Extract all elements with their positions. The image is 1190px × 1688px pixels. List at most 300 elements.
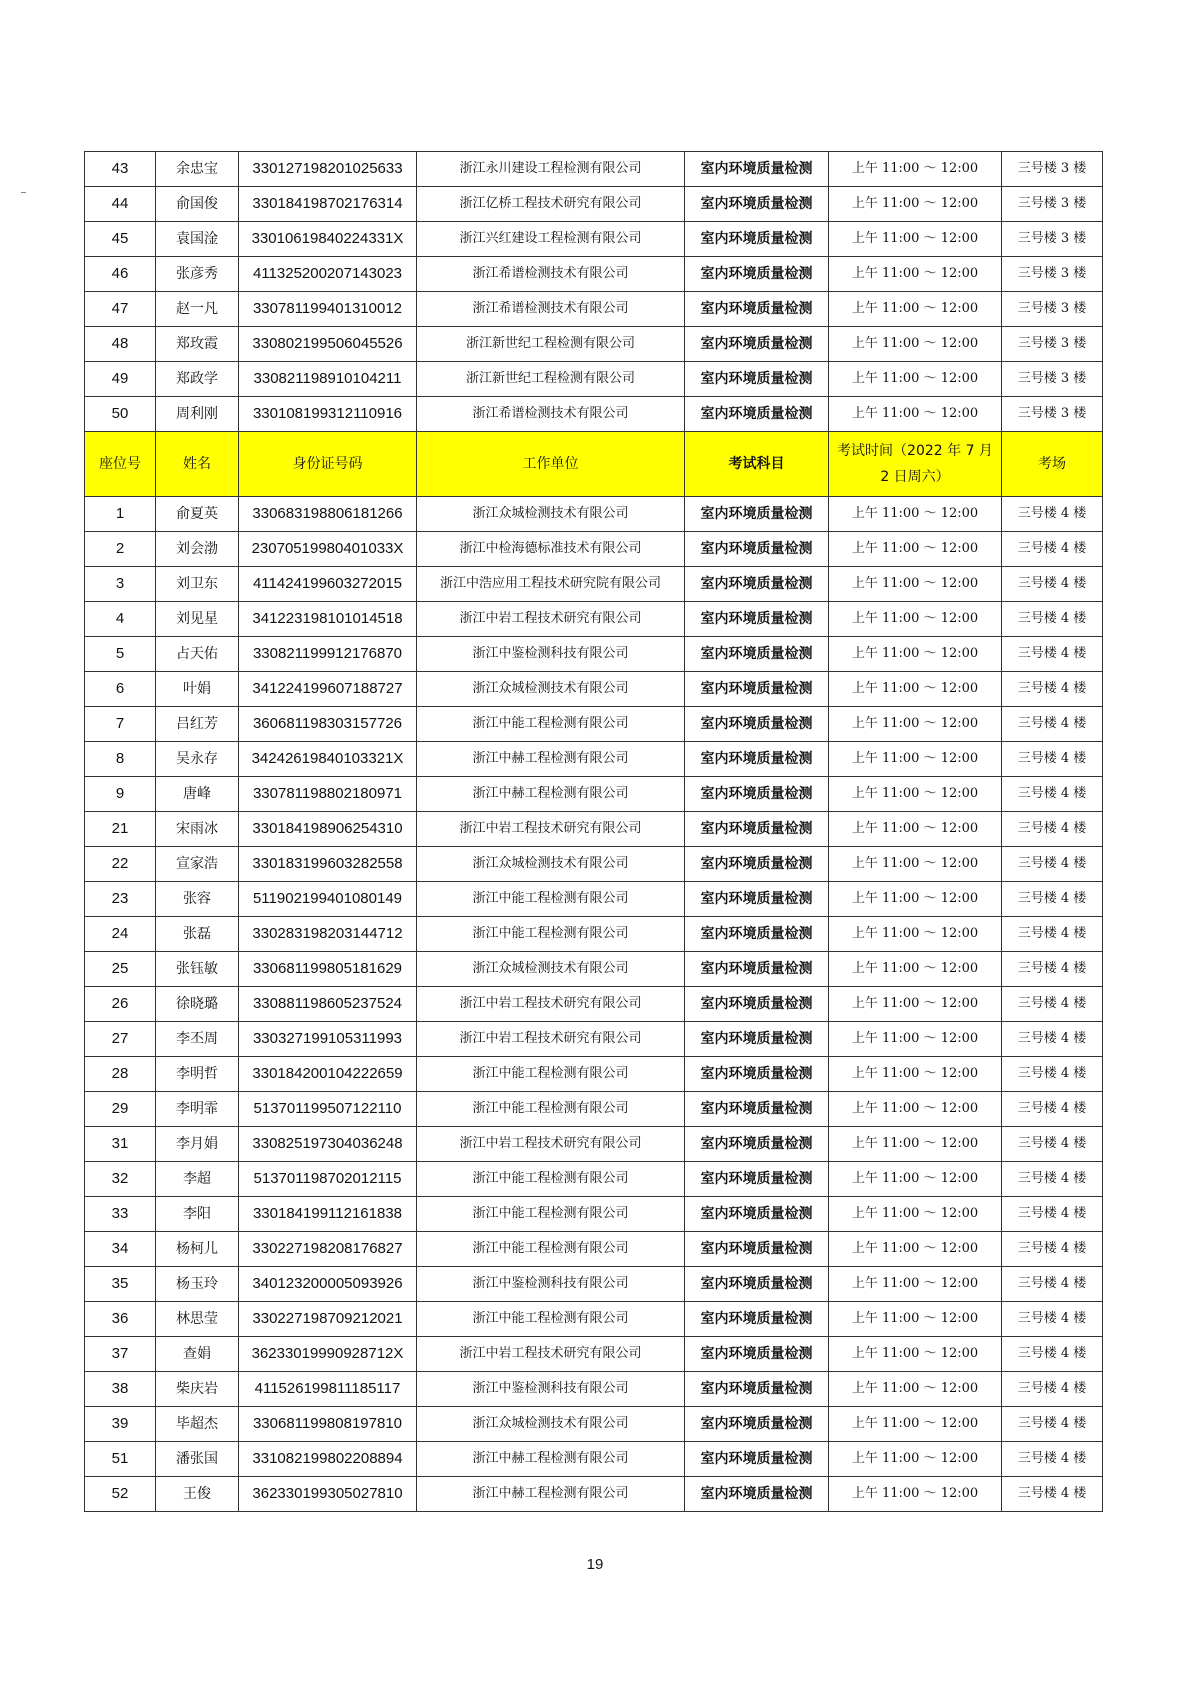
cell-name: 柴庆岩 — [156, 1372, 239, 1407]
cell-seat: 23 — [85, 882, 156, 917]
cell-subject: 室内环境质量检测 — [685, 1232, 829, 1267]
cell-unit: 浙江中赫工程检测有限公司 — [417, 777, 685, 812]
cell-subject: 室内环境质量检测 — [685, 397, 829, 432]
cell-name: 叶娟 — [156, 672, 239, 707]
cell-seat: 36 — [85, 1302, 156, 1337]
cell-id: 330184199112161838 — [239, 1197, 417, 1232]
cell-id: 411526199811185117 — [239, 1372, 417, 1407]
table-row — [85, 187, 1103, 222]
table-row — [85, 1127, 1103, 1162]
cell-id: 362330199305027810 — [239, 1477, 417, 1512]
table-row — [85, 672, 1103, 707]
cell-subject: 室内环境质量检测 — [685, 1372, 829, 1407]
cell-time: 上午 11:00 ～ 12:00 — [829, 987, 1002, 1022]
cell-name: 李阳 — [156, 1197, 239, 1232]
cell-unit: 浙江中能工程检测有限公司 — [417, 1057, 685, 1092]
cell-time: 上午 11:00 ～ 12:00 — [829, 532, 1002, 567]
cell-name: 林思莹 — [156, 1302, 239, 1337]
cell-room: 三号楼 3 楼 — [1002, 292, 1103, 327]
cell-unit: 浙江中能工程检测有限公司 — [417, 1162, 685, 1197]
cell-seat: 49 — [85, 362, 156, 397]
table-row — [85, 497, 1103, 532]
cell-unit: 浙江众城检测技术有限公司 — [417, 1407, 685, 1442]
cell-name: 吴永存 — [156, 742, 239, 777]
cell-unit: 浙江希谱检测技术有限公司 — [417, 397, 685, 432]
cell-room: 三号楼 4 楼 — [1002, 1232, 1103, 1267]
cell-room: 三号楼 4 楼 — [1002, 777, 1103, 812]
page-number: 19 — [586, 1556, 604, 1573]
cell-id: 330283198203144712 — [239, 917, 417, 952]
cell-seat: 4 — [85, 602, 156, 637]
cell-subject: 室内环境质量检测 — [685, 1092, 829, 1127]
cell-unit: 浙江中浩应用工程技术研究院有限公司 — [417, 567, 685, 602]
cell-time: 上午 11:00 ～ 12:00 — [829, 672, 1002, 707]
cell-unit: 浙江中岩工程技术研究有限公司 — [417, 987, 685, 1022]
cell-subject: 室内环境质量检测 — [685, 1162, 829, 1197]
cell-seat: 43 — [85, 152, 156, 187]
cell-seat: 44 — [85, 187, 156, 222]
cell-name: 吕红芳 — [156, 707, 239, 742]
cell-subject: 室内环境质量检测 — [685, 1302, 829, 1337]
cell-room: 三号楼 4 楼 — [1002, 1372, 1103, 1407]
cell-id: 330802199506045526 — [239, 327, 417, 362]
cell-seat: 5 — [85, 637, 156, 672]
cell-id: 340123200005093926 — [239, 1267, 417, 1302]
cell-seat: 45 — [85, 222, 156, 257]
cell-id: 330227198208176827 — [239, 1232, 417, 1267]
cell-seat: 52 — [85, 1477, 156, 1512]
cell-seat: 38 — [85, 1372, 156, 1407]
cell-unit: 浙江中鉴检测科技有限公司 — [417, 1267, 685, 1302]
cell-name: 张磊 — [156, 917, 239, 952]
cell-time: 上午 11:00 ～ 12:00 — [829, 1302, 1002, 1337]
cell-seat: 26 — [85, 987, 156, 1022]
cell-id: 360681198303157726 — [239, 707, 417, 742]
table-row — [85, 222, 1103, 257]
cell-time: 上午 11:00 ～ 12:00 — [829, 187, 1002, 222]
cell-unit: 浙江中检海德标准技术有限公司 — [417, 532, 685, 567]
cell-room: 三号楼 4 楼 — [1002, 1057, 1103, 1092]
cell-name: 刘见星 — [156, 602, 239, 637]
cell-name: 查娟 — [156, 1337, 239, 1372]
cell-time: 上午 11:00 ～ 12:00 — [829, 222, 1002, 257]
cell-time: 上午 11:00 ～ 12:00 — [829, 1442, 1002, 1477]
table-row — [85, 707, 1103, 742]
cell-room: 三号楼 4 楼 — [1002, 1162, 1103, 1197]
cell-time: 上午 11:00 ～ 12:00 — [829, 637, 1002, 672]
cell-name: 徐晓璐 — [156, 987, 239, 1022]
cell-subject: 室内环境质量检测 — [685, 707, 829, 742]
cell-room: 三号楼 4 楼 — [1002, 707, 1103, 742]
cell-id: 330184200104222659 — [239, 1057, 417, 1092]
cell-id: 330881198605237524 — [239, 987, 417, 1022]
cell-room: 三号楼 3 楼 — [1002, 222, 1103, 257]
cell-room: 三号楼 4 楼 — [1002, 952, 1103, 987]
cell-time: 上午 11:00 ～ 12:00 — [829, 1127, 1002, 1162]
table-row — [85, 1162, 1103, 1197]
cell-name: 毕超杰 — [156, 1407, 239, 1442]
cell-name: 唐峰 — [156, 777, 239, 812]
cell-subject: 室内环境质量检测 — [685, 672, 829, 707]
cell-room: 三号楼 4 楼 — [1002, 987, 1103, 1022]
cell-id: 330108199312110916 — [239, 397, 417, 432]
table-row — [85, 567, 1103, 602]
cell-seat: 34 — [85, 1232, 156, 1267]
cell-room: 三号楼 4 楼 — [1002, 672, 1103, 707]
cell-id: 411325200207143023 — [239, 257, 417, 292]
cell-subject: 室内环境质量检测 — [685, 637, 829, 672]
cell-name: 周利刚 — [156, 397, 239, 432]
cell-name: 余忠宝 — [156, 152, 239, 187]
cell-seat: 22 — [85, 847, 156, 882]
cell-id: 330821198910104211 — [239, 362, 417, 397]
cell-unit: 浙江中鉴检测科技有限公司 — [417, 1372, 685, 1407]
cell-seat: 47 — [85, 292, 156, 327]
cell-unit: 浙江中能工程检测有限公司 — [417, 917, 685, 952]
cell-seat: 2 — [85, 532, 156, 567]
cell-name: 潘张国 — [156, 1442, 239, 1477]
cell-subject: 室内环境质量检测 — [685, 567, 829, 602]
cell-name: 赵一凡 — [156, 292, 239, 327]
cell-subject: 室内环境质量检测 — [685, 847, 829, 882]
cell-subject: 室内环境质量检测 — [685, 532, 829, 567]
cell-room: 三号楼 4 楼 — [1002, 1197, 1103, 1232]
cell-id: 23070519980401033X — [239, 532, 417, 567]
cell-room: 三号楼 4 楼 — [1002, 1442, 1103, 1477]
cell-name: 杨玉玲 — [156, 1267, 239, 1302]
table-row — [85, 1442, 1103, 1477]
cell-subject: 室内环境质量检测 — [685, 882, 829, 917]
cell-id: 513701199507122110 — [239, 1092, 417, 1127]
cell-subject: 室内环境质量检测 — [685, 1022, 829, 1057]
cell-room: 三号楼 4 楼 — [1002, 1302, 1103, 1337]
table-row — [85, 1057, 1103, 1092]
cell-room: 三号楼 4 楼 — [1002, 1337, 1103, 1372]
cell-subject: 室内环境质量检测 — [685, 952, 829, 987]
cell-room: 三号楼 4 楼 — [1002, 637, 1103, 672]
cell-name: 俞国俊 — [156, 187, 239, 222]
cell-time: 上午 11:00 ～ 12:00 — [829, 1057, 1002, 1092]
cell-id: 330184198702176314 — [239, 187, 417, 222]
cell-room: 三号楼 4 楼 — [1002, 742, 1103, 777]
cell-subject: 室内环境质量检测 — [685, 152, 829, 187]
cell-subject: 室内环境质量检测 — [685, 222, 829, 257]
cell-id: 341224199607188727 — [239, 672, 417, 707]
cell-unit: 浙江中赫工程检测有限公司 — [417, 1477, 685, 1512]
cell-id: 330183199603282558 — [239, 847, 417, 882]
cell-unit: 浙江中岩工程技术研究有限公司 — [417, 1337, 685, 1372]
cell-unit: 浙江中赫工程检测有限公司 — [417, 1442, 685, 1477]
cell-subject: 室内环境质量检测 — [685, 1197, 829, 1232]
table-header — [85, 432, 1103, 497]
table-row — [85, 1302, 1103, 1337]
cell-subject: 室内环境质量检测 — [685, 1127, 829, 1162]
cell-seat: 48 — [85, 327, 156, 362]
header-seat: 座位号 — [85, 432, 156, 497]
table-row — [85, 292, 1103, 327]
cell-unit: 浙江中能工程检测有限公司 — [417, 1232, 685, 1267]
cell-unit: 浙江中岩工程技术研究有限公司 — [417, 1127, 685, 1162]
scan-mark — [21, 192, 26, 193]
cell-seat: 31 — [85, 1127, 156, 1162]
cell-id: 330681199808197810 — [239, 1407, 417, 1442]
cell-time: 上午 11:00 ～ 12:00 — [829, 952, 1002, 987]
cell-time: 上午 11:00 ～ 12:00 — [829, 497, 1002, 532]
cell-name: 刘会渤 — [156, 532, 239, 567]
cell-unit: 浙江兴红建设工程检测有限公司 — [417, 222, 685, 257]
cell-name: 张彦秀 — [156, 257, 239, 292]
table-row — [85, 602, 1103, 637]
cell-time: 上午 11:00 ～ 12:00 — [829, 707, 1002, 742]
cell-subject: 室内环境质量检测 — [685, 1442, 829, 1477]
cell-unit: 浙江永川建设工程检测有限公司 — [417, 152, 685, 187]
cell-time: 上午 11:00 ～ 12:00 — [829, 362, 1002, 397]
cell-name: 张容 — [156, 882, 239, 917]
table-body-floor-4 — [85, 497, 1103, 1512]
cell-seat: 33 — [85, 1197, 156, 1232]
cell-room: 三号楼 4 楼 — [1002, 567, 1103, 602]
cell-name: 郑玫霞 — [156, 327, 239, 362]
cell-seat: 28 — [85, 1057, 156, 1092]
cell-unit: 浙江希谱检测技术有限公司 — [417, 292, 685, 327]
cell-room: 三号楼 4 楼 — [1002, 847, 1103, 882]
cell-seat: 46 — [85, 257, 156, 292]
cell-seat: 3 — [85, 567, 156, 602]
cell-subject: 室内环境质量检测 — [685, 1267, 829, 1302]
table-row — [85, 1267, 1103, 1302]
cell-unit: 浙江中能工程检测有限公司 — [417, 1197, 685, 1232]
header-room: 考场 — [1002, 432, 1103, 497]
cell-room: 三号楼 3 楼 — [1002, 152, 1103, 187]
cell-time: 上午 11:00 ～ 12:00 — [829, 257, 1002, 292]
table-row — [85, 882, 1103, 917]
cell-id: 36233019990928712X — [239, 1337, 417, 1372]
cell-name: 王俊 — [156, 1477, 239, 1512]
exam-seating-table — [84, 151, 1103, 1512]
cell-unit: 浙江中能工程检测有限公司 — [417, 1092, 685, 1127]
cell-time: 上午 11:00 ～ 12:00 — [829, 1232, 1002, 1267]
cell-room: 三号楼 4 楼 — [1002, 1127, 1103, 1162]
cell-seat: 50 — [85, 397, 156, 432]
cell-unit: 浙江众城检测技术有限公司 — [417, 847, 685, 882]
cell-subject: 室内环境质量检测 — [685, 1057, 829, 1092]
cell-unit: 浙江中赫工程检测有限公司 — [417, 742, 685, 777]
cell-subject: 室内环境质量检测 — [685, 1337, 829, 1372]
cell-subject: 室内环境质量检测 — [685, 257, 829, 292]
header-unit: 工作单位 — [417, 432, 685, 497]
cell-unit: 浙江众城检测技术有限公司 — [417, 952, 685, 987]
cell-room: 三号楼 4 楼 — [1002, 882, 1103, 917]
cell-unit: 浙江中岩工程技术研究有限公司 — [417, 1022, 685, 1057]
table-row — [85, 742, 1103, 777]
cell-subject: 室内环境质量检测 — [685, 327, 829, 362]
cell-id: 411424199603272015 — [239, 567, 417, 602]
cell-seat: 39 — [85, 1407, 156, 1442]
cell-id: 330327199105311993 — [239, 1022, 417, 1057]
cell-room: 三号楼 4 楼 — [1002, 1267, 1103, 1302]
cell-time: 上午 11:00 ～ 12:00 — [829, 327, 1002, 362]
cell-unit: 浙江中能工程检测有限公司 — [417, 1302, 685, 1337]
cell-seat: 29 — [85, 1092, 156, 1127]
cell-time: 上午 11:00 ～ 12:00 — [829, 397, 1002, 432]
cell-unit: 浙江新世纪工程检测有限公司 — [417, 327, 685, 362]
cell-id: 330681199805181629 — [239, 952, 417, 987]
cell-seat: 51 — [85, 1442, 156, 1477]
table-row — [85, 917, 1103, 952]
cell-seat: 21 — [85, 812, 156, 847]
cell-unit: 浙江中能工程检测有限公司 — [417, 882, 685, 917]
cell-subject: 室内环境质量检测 — [685, 187, 829, 222]
cell-name: 李月娟 — [156, 1127, 239, 1162]
cell-unit: 浙江中能工程检测有限公司 — [417, 707, 685, 742]
cell-time: 上午 11:00 ～ 12:00 — [829, 1372, 1002, 1407]
cell-seat: 24 — [85, 917, 156, 952]
table-row — [85, 1092, 1103, 1127]
cell-room: 三号楼 4 楼 — [1002, 1092, 1103, 1127]
cell-time: 上午 11:00 ～ 12:00 — [829, 152, 1002, 187]
cell-name: 俞夏英 — [156, 497, 239, 532]
cell-subject: 室内环境质量检测 — [685, 742, 829, 777]
table-row — [85, 1197, 1103, 1232]
cell-id: 511902199401080149 — [239, 882, 417, 917]
cell-room: 三号楼 3 楼 — [1002, 257, 1103, 292]
cell-time: 上午 11:00 ～ 12:00 — [829, 812, 1002, 847]
cell-id: 513701198702012115 — [239, 1162, 417, 1197]
cell-seat: 1 — [85, 497, 156, 532]
cell-room: 三号楼 3 楼 — [1002, 187, 1103, 222]
cell-name: 李明霏 — [156, 1092, 239, 1127]
cell-time: 上午 11:00 ～ 12:00 — [829, 1022, 1002, 1057]
table-row — [85, 847, 1103, 882]
cell-id: 330683198806181266 — [239, 497, 417, 532]
cell-id: 330227198709212021 — [239, 1302, 417, 1337]
cell-unit: 浙江中岩工程技术研究有限公司 — [417, 602, 685, 637]
header-time: 考试时间（2022 年 7 月 2 日周六） — [829, 432, 1002, 497]
cell-name: 占天佑 — [156, 637, 239, 672]
cell-id: 33010619840224331X — [239, 222, 417, 257]
cell-room: 三号楼 3 楼 — [1002, 327, 1103, 362]
cell-room: 三号楼 4 楼 — [1002, 917, 1103, 952]
cell-seat: 6 — [85, 672, 156, 707]
cell-room: 三号楼 4 楼 — [1002, 1407, 1103, 1442]
cell-seat: 9 — [85, 777, 156, 812]
cell-name: 宋雨冰 — [156, 812, 239, 847]
cell-time: 上午 11:00 ～ 12:00 — [829, 292, 1002, 327]
cell-subject: 室内环境质量检测 — [685, 1477, 829, 1512]
table-row — [85, 1477, 1103, 1512]
header-id: 身份证号码 — [239, 432, 417, 497]
cell-seat: 27 — [85, 1022, 156, 1057]
cell-unit: 浙江新世纪工程检测有限公司 — [417, 362, 685, 397]
cell-seat: 37 — [85, 1337, 156, 1372]
cell-time: 上午 11:00 ～ 12:00 — [829, 1162, 1002, 1197]
cell-time: 上午 11:00 ～ 12:00 — [829, 847, 1002, 882]
cell-subject: 室内环境质量检测 — [685, 777, 829, 812]
table-row — [85, 812, 1103, 847]
cell-room: 三号楼 4 楼 — [1002, 497, 1103, 532]
cell-seat: 8 — [85, 742, 156, 777]
cell-time: 上午 11:00 ～ 12:00 — [829, 917, 1002, 952]
cell-id: 330127198201025633 — [239, 152, 417, 187]
cell-time: 上午 11:00 ～ 12:00 — [829, 1477, 1002, 1512]
table-row — [85, 952, 1103, 987]
table-row — [85, 1407, 1103, 1442]
cell-name: 刘卫东 — [156, 567, 239, 602]
cell-id: 341223198101014518 — [239, 602, 417, 637]
table-row — [85, 152, 1103, 187]
table-row — [85, 1022, 1103, 1057]
cell-subject: 室内环境质量检测 — [685, 812, 829, 847]
cell-id: 330781198802180971 — [239, 777, 417, 812]
header-name: 姓名 — [156, 432, 239, 497]
cell-id: 330821199912176870 — [239, 637, 417, 672]
cell-time: 上午 11:00 ～ 12:00 — [829, 567, 1002, 602]
cell-id: 34242619840103321X — [239, 742, 417, 777]
cell-room: 三号楼 4 楼 — [1002, 532, 1103, 567]
cell-name: 李丕周 — [156, 1022, 239, 1057]
cell-subject: 室内环境质量检测 — [685, 292, 829, 327]
header-subject: 考试科目 — [685, 432, 829, 497]
cell-room: 三号楼 4 楼 — [1002, 1477, 1103, 1512]
cell-unit: 浙江中鉴检测科技有限公司 — [417, 637, 685, 672]
table-row — [85, 532, 1103, 567]
cell-seat: 25 — [85, 952, 156, 987]
cell-subject: 室内环境质量检测 — [685, 1407, 829, 1442]
table-row — [85, 397, 1103, 432]
cell-room: 三号楼 4 楼 — [1002, 602, 1103, 637]
header-row — [85, 432, 1103, 497]
cell-name: 袁国淦 — [156, 222, 239, 257]
cell-name: 郑政学 — [156, 362, 239, 397]
cell-room: 三号楼 4 楼 — [1002, 1022, 1103, 1057]
cell-subject: 室内环境质量检测 — [685, 497, 829, 532]
cell-unit: 浙江众城检测技术有限公司 — [417, 497, 685, 532]
cell-unit: 浙江希谱检测技术有限公司 — [417, 257, 685, 292]
cell-time: 上午 11:00 ～ 12:00 — [829, 602, 1002, 637]
cell-name: 张钰敏 — [156, 952, 239, 987]
cell-subject: 室内环境质量检测 — [685, 917, 829, 952]
cell-room: 三号楼 4 楼 — [1002, 812, 1103, 847]
cell-name: 宣家浩 — [156, 847, 239, 882]
cell-subject: 室内环境质量检测 — [685, 602, 829, 637]
table-row — [85, 777, 1103, 812]
table-row — [85, 1337, 1103, 1372]
cell-subject: 室内环境质量检测 — [685, 987, 829, 1022]
cell-time: 上午 11:00 ～ 12:00 — [829, 1407, 1002, 1442]
cell-room: 三号楼 3 楼 — [1002, 397, 1103, 432]
cell-seat: 7 — [85, 707, 156, 742]
table-row — [85, 362, 1103, 397]
table-row — [85, 257, 1103, 292]
cell-subject: 室内环境质量检测 — [685, 362, 829, 397]
cell-time: 上午 11:00 ～ 12:00 — [829, 1337, 1002, 1372]
cell-time: 上午 11:00 ～ 12:00 — [829, 882, 1002, 917]
cell-id: 330781199401310012 — [239, 292, 417, 327]
cell-time: 上午 11:00 ～ 12:00 — [829, 1197, 1002, 1232]
cell-name: 李超 — [156, 1162, 239, 1197]
table-row — [85, 987, 1103, 1022]
cell-time: 上午 11:00 ～ 12:00 — [829, 1092, 1002, 1127]
cell-id: 330184198906254310 — [239, 812, 417, 847]
cell-time: 上午 11:00 ～ 12:00 — [829, 742, 1002, 777]
cell-name: 李明哲 — [156, 1057, 239, 1092]
cell-name: 杨柯儿 — [156, 1232, 239, 1267]
cell-unit: 浙江亿桥工程技术研究有限公司 — [417, 187, 685, 222]
table-body-floor-3 — [85, 152, 1103, 432]
cell-seat: 35 — [85, 1267, 156, 1302]
table-row — [85, 637, 1103, 672]
cell-time: 上午 11:00 ～ 12:00 — [829, 1267, 1002, 1302]
